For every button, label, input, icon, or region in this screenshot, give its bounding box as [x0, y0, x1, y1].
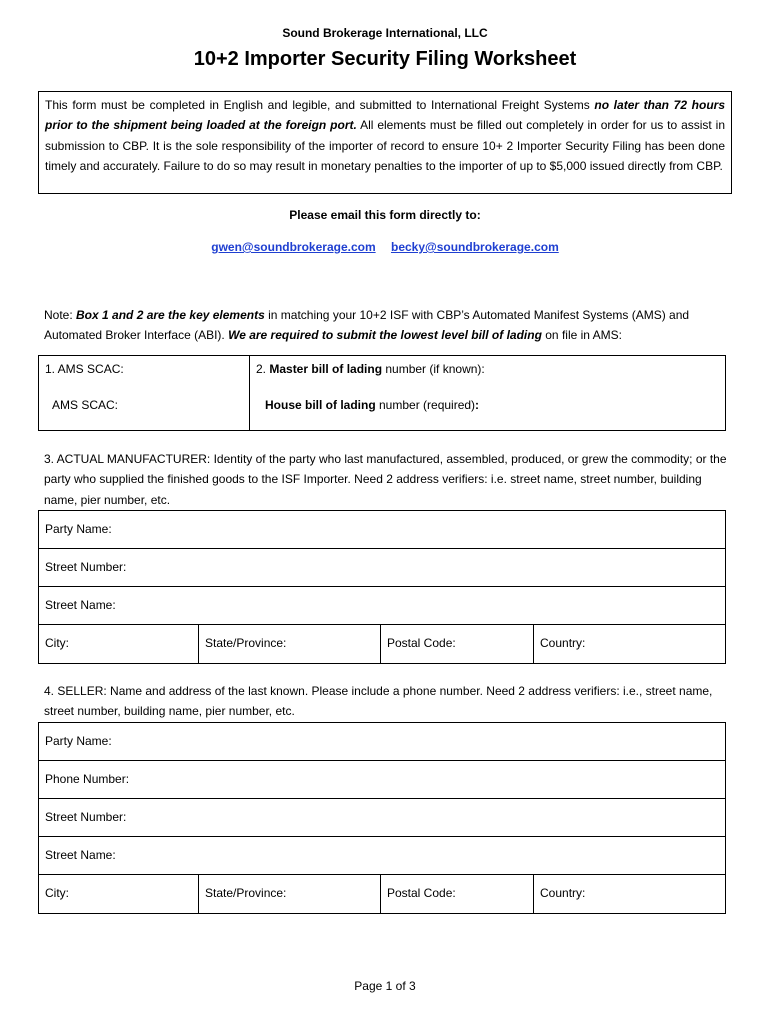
- email-link-becky[interactable]: becky@soundbrokerage.com: [390, 240, 559, 254]
- note-prefix: Note:: [44, 308, 77, 322]
- table-row[interactable]: [39, 587, 725, 625]
- email-link-gwen[interactable]: gwen@soundbrokerage.com: [211, 240, 376, 254]
- note-suffix: on file in AMS:: [541, 328, 622, 343]
- box-divider: [249, 356, 250, 430]
- postal-code-label: Postal Code:: [387, 636, 456, 650]
- house-bill-colon: :: [475, 398, 480, 412]
- table-row[interactable]: [39, 549, 725, 587]
- page-number: Page 1 of 3: [354, 979, 416, 993]
- city-label: City:: [45, 636, 69, 650]
- intro-text-1: This form must be completed in English and legible, and submitted to International Freight Systems: [45, 98, 595, 112]
- table-row[interactable]: [39, 723, 725, 761]
- master-bill-prefix: 2.: [256, 362, 270, 376]
- box-1-2-table: [38, 355, 726, 431]
- table-row[interactable]: [39, 799, 725, 837]
- ams-scac-label-1: 1. AMS SCAC:: [45, 362, 124, 376]
- table-row[interactable]: [39, 511, 725, 549]
- email-heading: Please email this form directly to:: [289, 208, 481, 222]
- state-province-label: State/Province:: [205, 636, 287, 650]
- seller-table: [38, 722, 726, 914]
- master-bill-suffix: number (if known):: [382, 362, 485, 376]
- note-emphasis-key-elements: Box 1 and 2 are the key elements: [76, 308, 265, 322]
- column-divider: [198, 625, 199, 663]
- street-name-label: Street Name:: [45, 598, 116, 612]
- street-name-label: Street Name:: [45, 848, 116, 862]
- intro-deadline-emphasis: no later than 72 hours prior to the shipment being loaded at the foreign port.: [45, 98, 726, 133]
- city-label: City:: [45, 886, 69, 900]
- table-row: [39, 875, 725, 913]
- postal-code-label: Postal Code:: [387, 886, 456, 900]
- country-label: Country:: [540, 636, 586, 650]
- state-province-label: State/Province:: [205, 886, 287, 900]
- master-bill-bold: Master bill of lading: [269, 362, 383, 376]
- email-links: [0, 240, 770, 254]
- column-divider: [380, 625, 381, 663]
- column-divider: [533, 625, 534, 663]
- ams-scac-label-2: AMS SCAC:: [52, 398, 119, 412]
- party-name-label: Party Name:: [45, 522, 112, 536]
- page-title: 10+2 Importer Security Filing Worksheet: [193, 48, 577, 70]
- house-bill-suffix: number (required): [375, 398, 476, 412]
- table-row[interactable]: [39, 761, 725, 799]
- column-divider: [198, 875, 199, 913]
- master-bill-label: [256, 362, 485, 376]
- country-label: Country:: [540, 886, 586, 900]
- phone-number-label: Phone Number:: [45, 772, 130, 786]
- table-row[interactable]: [39, 837, 725, 875]
- party-name-label: Party Name:: [45, 734, 112, 748]
- table-row: [39, 625, 725, 663]
- note-emphasis-lowest-bill: We are required to submit the lowest level bill of lading: [228, 328, 542, 343]
- intro-text-2: All elements must be filled out completely in order for us to assist in submission to CBP. It is the sole responsibility of the importer of record to ensure 10+ 2 Importer Security Filing has been done timely and accurately. Failure to do so may result in monetary penalties to the importer of up to $5,000 issued directly from CBP.: [45, 118, 726, 174]
- column-divider: [380, 875, 381, 913]
- note-text: [44, 305, 734, 346]
- column-divider: [533, 875, 534, 913]
- street-number-label: Street Number:: [45, 560, 127, 574]
- section-4-description: 4. SELLER: Name and address of the last known. Please include a phone number. Need 2 address verifiers: i.e., street name, street number, building name, pier number, etc.: [44, 684, 713, 719]
- house-bill-label: [265, 398, 479, 412]
- company-name: Sound Brokerage International, LLC: [282, 26, 488, 40]
- house-bill-bold: House bill of lading: [265, 398, 376, 412]
- note-middle: in matching your 10+2 ISF with CBP’s Automated Manifest Systems (AMS) and Automated Broker Interface (ABI).: [44, 308, 690, 343]
- section-3-description: 3. ACTUAL MANUFACTURER: Identity of the party who last manufactured, assembled, produced, or grew the commodity; or the party who supplied the finished goods to the ISF Importer. Need 2 address verifiers: i.e. street name, street number, building name, pier number, etc.: [44, 452, 727, 507]
- intro-box: [38, 91, 732, 194]
- manufacturer-table: [38, 510, 726, 664]
- street-number-label: Street Number:: [45, 810, 127, 824]
